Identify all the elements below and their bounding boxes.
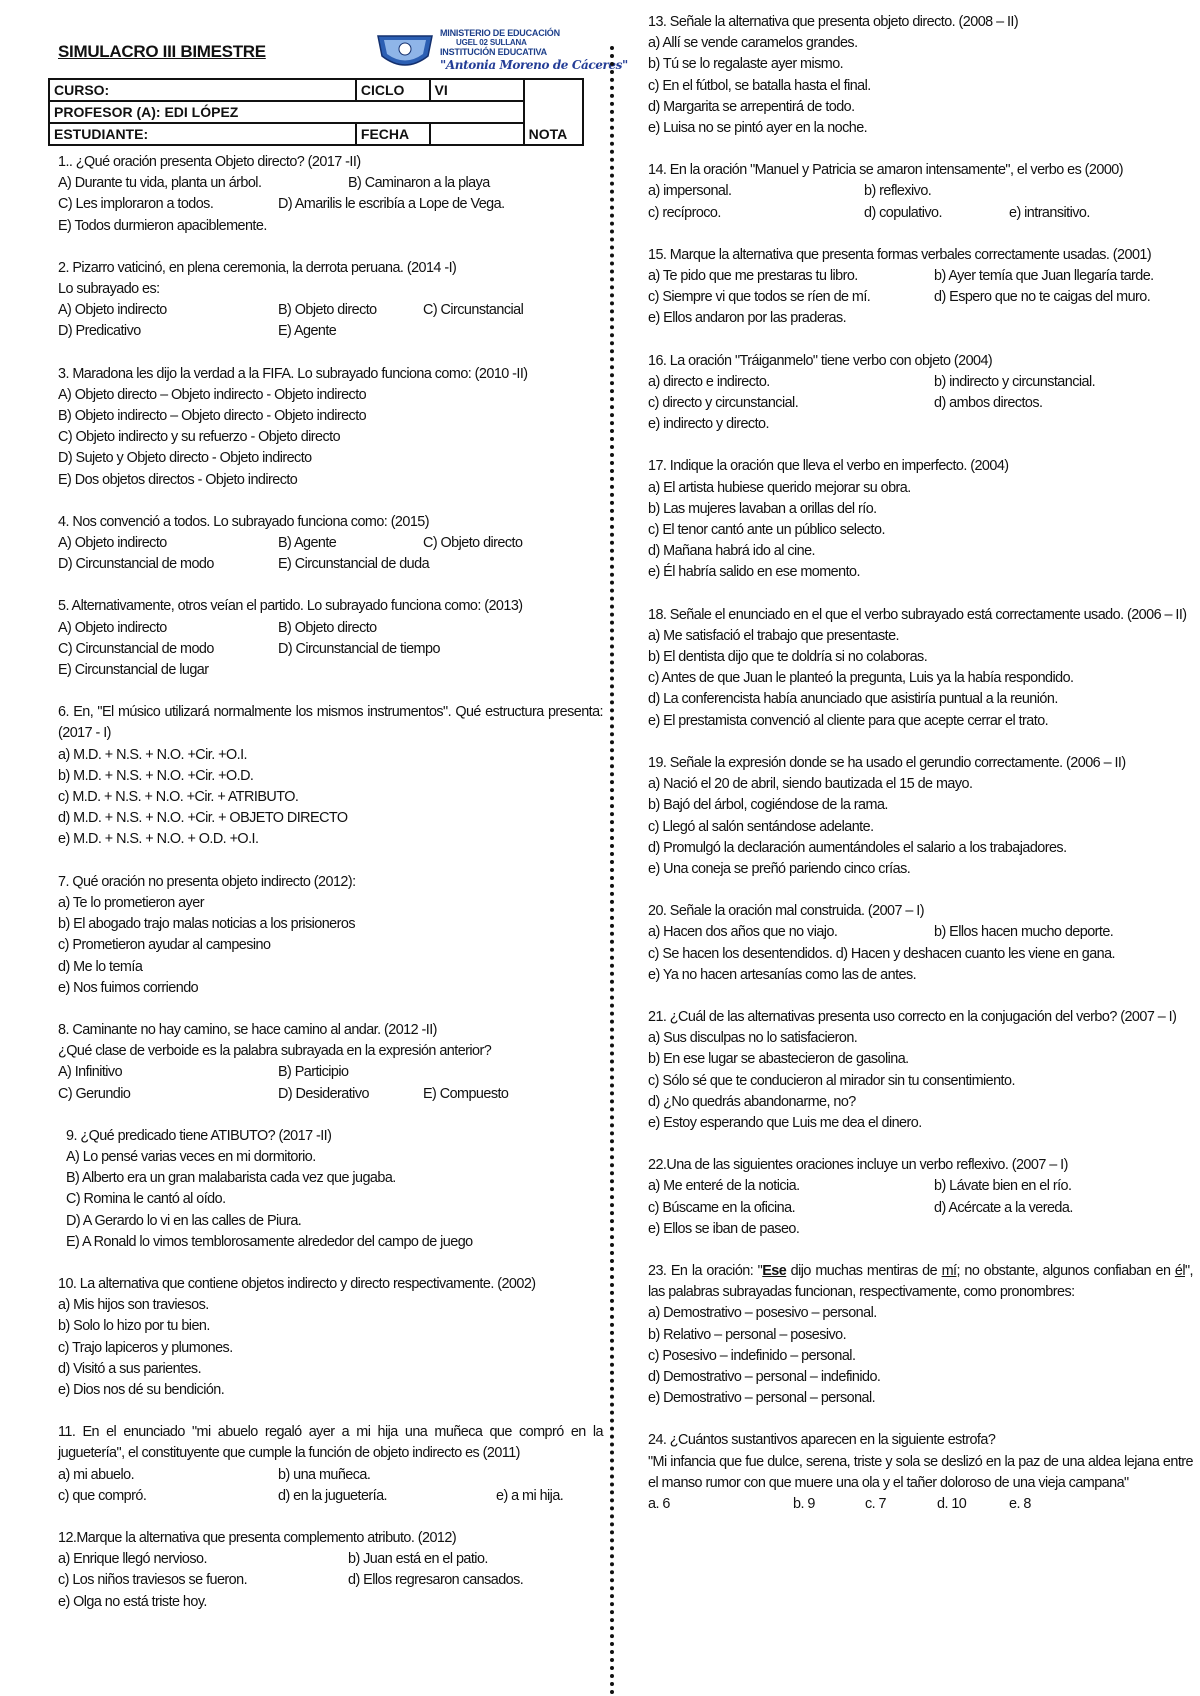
option-d[interactable]: d. 10 xyxy=(937,1495,967,1512)
option-c[interactable]: C) Les imploraron a todos. xyxy=(58,196,214,213)
option-e[interactable]: E) Circunstancial de duda xyxy=(278,556,430,573)
option-b[interactable]: b) M.D. + N.S. + N.O. +Cir. +O.D. xyxy=(58,767,254,784)
question-stem: 8. Caminante no hay camino, se hace camino al andar. (2012 -II) xyxy=(58,1021,437,1038)
stem-part: ", las palabras subrayadas funcionan, respectivamente, como pronombres: xyxy=(648,1262,1194,1301)
option-e[interactable]: e) Olga no está triste hoy. xyxy=(58,1593,207,1610)
question-24 xyxy=(648,1430,1193,1515)
option-d[interactable]: D) Predicativo xyxy=(58,323,141,340)
question-stem: 22.Una de las siguientes oraciones incluye un verbo reflexivo. (2007 – I) xyxy=(648,1157,1068,1174)
option-a[interactable]: a) Allí se vende caramelos grandes. xyxy=(648,35,858,52)
option-d[interactable]: d) ambos directos. xyxy=(934,395,1043,412)
option-b[interactable]: b) El dentista dijo que te doldría si no colaboras. xyxy=(648,649,928,666)
underlined-word: él xyxy=(1174,1262,1185,1279)
question-12 xyxy=(58,1528,603,1613)
option-b[interactable]: b) Ellos hacen mucho deporte. xyxy=(934,924,1114,941)
option-a[interactable]: A) Objeto indirecto xyxy=(58,535,167,552)
question-2 xyxy=(58,258,603,343)
question-23 xyxy=(648,1261,1193,1409)
question-stem: 24. ¿Cuántos sustantivos aparecen en la siguiente estrofa? xyxy=(648,1432,996,1449)
question-18 xyxy=(648,605,1193,732)
option-a[interactable]: A) Objeto indirecto xyxy=(58,619,167,636)
option-b[interactable]: B) Objeto directo xyxy=(278,619,377,636)
question-10 xyxy=(58,1274,603,1401)
option-d[interactable]: d) Demostrativo – personal – indefinido. xyxy=(648,1368,881,1385)
ciclo-label: CICLO xyxy=(356,79,430,101)
question-stem: 21. ¿Cuál de las alternativas presenta uso correcto en la conjugación del verbo? (2007 – I) xyxy=(648,1008,1177,1025)
option-d[interactable]: d) Espero que no te caigas del muro. xyxy=(934,289,1151,306)
option-b[interactable]: b) En ese lugar se abastecieron de gasolina. xyxy=(648,1051,909,1068)
curso-field[interactable]: CURSO: xyxy=(49,79,356,101)
column-divider xyxy=(610,46,614,1696)
fecha-label: FECHA xyxy=(356,123,430,145)
question-13 xyxy=(648,12,1193,139)
option-e[interactable]: E) Todos durmieron apaciblemente. xyxy=(58,217,267,234)
option-b[interactable]: b) Solo lo hizo por tu bien. xyxy=(58,1318,210,1335)
option-c[interactable]: c) recíproco. xyxy=(648,204,721,221)
question-stem: 20. Señale la oración mal construida. (2007 – I) xyxy=(648,903,924,920)
question-4 xyxy=(58,512,603,576)
option-d[interactable]: d) M.D. + N.S. + N.O. +Cir. + OBJETO DIRECTO xyxy=(58,810,348,827)
question-stem: 2. Pizarro vaticinó, en plena ceremonia, la derrota peruana. (2014 -I) xyxy=(58,259,457,276)
question-stem: 19. Señale la expresión donde se ha usado el gerundio correctamente. (2006 – II) xyxy=(648,754,1126,771)
option-b[interactable]: b) una muñeca. xyxy=(278,1466,371,1483)
question-6 xyxy=(58,702,603,850)
question-19 xyxy=(648,753,1193,880)
question-stem: 18. Señale el enunciado en el que el verbo subrayado está correctamente usado. (2006 – II) xyxy=(648,606,1187,623)
option-b[interactable]: b) Juan está en el patio. xyxy=(348,1551,488,1568)
option-b[interactable]: b) Bajó del árbol, cogiéndose de la rama. xyxy=(648,797,888,814)
option-e[interactable]: e) Ya no hacen artesanías como las de antes. xyxy=(648,966,917,983)
option-e[interactable]: e) Demostrativo – personal – personal. xyxy=(648,1390,876,1407)
option-a[interactable]: a) Enrique llegó nervioso. xyxy=(58,1551,207,1568)
option-e[interactable]: e) El prestamista convenció al cliente para que acepte cerrar el trato. xyxy=(648,712,1049,729)
option-c[interactable]: c) Llegó al salón sentándose adelante. xyxy=(648,818,874,835)
option-b[interactable]: B) Agente xyxy=(278,535,337,552)
logo-school-name: "Antonia Moreno de Cáceres" xyxy=(440,58,628,72)
nota-field[interactable]: NOTA xyxy=(524,79,583,145)
option-c[interactable]: c. 7 xyxy=(865,1495,886,1512)
option-c[interactable]: c) Trajo lapiceros y plumones. xyxy=(58,1339,233,1356)
option-d[interactable]: D) Sujeto y Objeto directo - Objeto indirecto xyxy=(58,450,312,467)
option-a[interactable]: A) Objeto directo – Objeto indirecto - Objeto indirecto xyxy=(58,386,367,403)
option-a[interactable]: a) El artista hubiese querido mejorar su obra. xyxy=(648,479,911,496)
option-c[interactable]: c) Siempre vi que todos se ríen de mí. xyxy=(648,289,871,306)
option-e[interactable]: e) a mi hija. xyxy=(496,1487,564,1504)
option-d[interactable]: d) Acércate a la vereda. xyxy=(934,1199,1073,1216)
question-stem: 7. Qué oración no presenta objeto indirecto (2012): xyxy=(58,873,356,890)
question-5 xyxy=(58,596,603,681)
option-c[interactable]: c) Prometieron ayudar al campesino xyxy=(58,937,271,954)
question-stem: 9. ¿Qué predicado tiene ATIBUTO? (2017 -II) xyxy=(66,1127,332,1144)
option-a[interactable]: A) Durante tu vida, planta un árbol. xyxy=(58,175,262,192)
option-a[interactable]: a) impersonal. xyxy=(648,183,732,200)
option-e[interactable]: E) Circunstancial de lugar xyxy=(58,662,209,679)
option-e[interactable]: e. 8 xyxy=(1009,1495,1031,1512)
option-d[interactable]: d) Mañana habrá ido al cine. xyxy=(648,543,815,560)
question-stem: 4. Nos convenció a todos. Lo subrayado funciona como: (2015) xyxy=(58,513,429,530)
option-a[interactable]: a) Nació el 20 de abril, siendo bautizada el 15 de mayo. xyxy=(648,776,973,793)
option-d[interactable]: d) Promulgó la declaración aumentándoles el salario a los trabajadores. xyxy=(648,839,1067,856)
stem-part: dijo muchas mentiras de xyxy=(786,1262,942,1279)
option-a[interactable]: a. 6 xyxy=(648,1495,670,1512)
option-d[interactable]: D) Amarilis le escribía a Lope de Vega. xyxy=(278,196,505,213)
option-c[interactable]: C) Objeto directo xyxy=(423,535,523,552)
question-7 xyxy=(58,872,603,999)
question-22 xyxy=(648,1155,1193,1240)
stem-part: 23. En la oración: " xyxy=(648,1262,763,1279)
option-c[interactable]: c) En el fútbol, se batalla hasta el final. xyxy=(648,77,871,94)
question-stem: 5. Alternativamente, otros veían el partido. Lo subrayado funciona como: (2013) xyxy=(58,598,523,615)
question-stem: 11. En el enunciado "mi abuelo regaló ayer a mi hija una muñeca que compró en la juguetería", el constituyente que cumple la función de objeto indirecto es (2011) xyxy=(58,1424,603,1462)
option-c[interactable]: C) Circunstancial de modo xyxy=(58,640,214,657)
question-stem: 1.. ¿Qué oración presenta Objeto directo? (2017 -II) xyxy=(58,154,361,170)
logo-line: UGEL 02 SULLANA xyxy=(456,38,527,47)
option-e[interactable]: e) Nos fuimos corriendo xyxy=(58,979,199,996)
option-b[interactable]: b. 9 xyxy=(793,1495,815,1512)
question-stem: 16. La oración "Tráiganmelo" tiene verbo con objeto (2004) xyxy=(648,352,993,369)
question-stem: 13. Señale la alternativa que presenta objeto directo. (2008 – II) xyxy=(648,14,1019,30)
option-a[interactable]: a) Hacen dos años que no viajo. xyxy=(648,924,838,941)
option-c[interactable]: c) Posesivo – indefinido – personal. xyxy=(648,1347,856,1364)
option-a[interactable]: a) Demostrativo – posesivo – personal. xyxy=(648,1305,877,1322)
question-stem: 10. La alternativa que contiene objetos indirecto y directo respectivamente. (2002) xyxy=(58,1275,536,1292)
option-b[interactable]: b) Ayer temía que Juan llegaría tarde. xyxy=(934,268,1154,285)
option-d[interactable]: d) Me lo temía xyxy=(58,958,143,975)
option-d[interactable]: D) A Gerardo lo vi en las calles de Piura. xyxy=(66,1212,302,1229)
option-e[interactable]: e) intransitivo. xyxy=(1009,204,1090,221)
page-title: SIMULACRO III BIMESTRE xyxy=(58,42,266,61)
question-stem: 12.Marque la alternativa que presenta complemento atributo. (2012) xyxy=(58,1529,457,1546)
option-a[interactable]: a) mi abuelo. xyxy=(58,1466,135,1483)
option-e[interactable]: E) A Ronald lo vimos temblorosamente alrededor del campo de juego xyxy=(66,1233,473,1250)
question-stem xyxy=(648,1261,1193,1303)
question-20 xyxy=(648,901,1193,986)
question-stem: 17. Indique la oración que lleva el verbo en imperfecto. (2004) xyxy=(648,458,1009,475)
question-substem: ¿Qué clase de verboide es la palabra subrayada en la expresión anterior? xyxy=(58,1043,492,1060)
question-17 xyxy=(648,456,1193,583)
option-c[interactable]: C) Gerundio xyxy=(58,1085,131,1102)
option-b[interactable]: b) Tú se lo regalaste ayer mismo. xyxy=(648,56,844,73)
underlined-word: Ese xyxy=(762,1262,787,1279)
option-c[interactable]: c) Sólo sé que te conducieron al mirador sin tu consentimiento. xyxy=(648,1072,1015,1089)
option-e[interactable]: e) Ellos andaron por las praderas. xyxy=(648,310,847,327)
student-info-table xyxy=(48,78,584,146)
option-a[interactable]: a) Te lo prometieron ayer xyxy=(58,894,204,911)
option-a[interactable]: a) M.D. + N.S. + N.O. +Cir. +O.I. xyxy=(58,746,247,763)
option-c-d[interactable]: c) Se hacen los desentendidos. d) Hacen y deshacen cuanto les viene en gana. xyxy=(648,945,1116,962)
question-stem: 3. Maradona les dijo la verdad a la FIFA. Lo subrayado funciona como: (2010 -II) xyxy=(58,365,528,382)
option-d[interactable]: d) ¿No quedrás abandonarme, no? xyxy=(648,1093,856,1110)
option-e[interactable]: e) Luisa no se pintó ayer en la noche. xyxy=(648,120,868,137)
option-a[interactable]: a) Me satisfació el trabajo que presentaste. xyxy=(648,627,899,644)
option-c[interactable]: c) Los niños traviesos se fueron. xyxy=(58,1572,248,1589)
school-crest-icon xyxy=(376,30,434,72)
option-d[interactable]: d) La conferencista había anunciado que asistiría puntual a la reunión. xyxy=(648,691,1058,708)
option-c[interactable]: c) El tenor cantó ante un público selecto. xyxy=(648,522,885,539)
option-a[interactable]: a) Te pido que me prestaras tu libro. xyxy=(648,268,858,285)
option-c[interactable]: c) Antes de que Juan le planteó la pregunta, Luis ya la había respondido. xyxy=(648,670,1074,687)
option-b[interactable]: B) Participio xyxy=(278,1064,349,1081)
option-a[interactable]: a) Me enteré de la noticia. xyxy=(648,1178,800,1195)
logo-line: MINISTERIO DE EDUCACIÓN xyxy=(440,28,560,38)
option-a[interactable]: A) Infinitivo xyxy=(58,1064,123,1081)
option-b[interactable]: B) Objeto indirecto – Objeto directo - Objeto indirecto xyxy=(58,408,367,425)
option-b[interactable]: B) Caminaron a la playa xyxy=(348,175,490,192)
option-c[interactable]: c) M.D. + N.S. + N.O. +Cir. + ATRIBUTO. xyxy=(58,789,299,806)
school-logo xyxy=(376,26,628,78)
option-c[interactable]: c) que compró. xyxy=(58,1487,147,1504)
option-e[interactable]: e) Él habría salido en ese momento. xyxy=(648,564,860,581)
option-b[interactable]: b) Relativo – personal – posesivo. xyxy=(648,1326,847,1343)
option-c[interactable]: C) Objeto indirecto y su refuerzo - Objeto directo xyxy=(58,429,341,446)
option-d[interactable]: d) Visitó a sus parientes. xyxy=(58,1360,202,1377)
option-c[interactable]: C) Circunstancial xyxy=(423,302,524,319)
fecha-field[interactable] xyxy=(430,123,524,145)
option-c[interactable]: c) directo y circunstancial. xyxy=(648,395,799,412)
question-15 xyxy=(648,245,1193,330)
option-d[interactable]: D) Desiderativo xyxy=(278,1085,369,1102)
left-column xyxy=(58,152,603,1634)
option-a[interactable]: a) Sus disculpas no lo satisfacieron. xyxy=(648,1030,858,1047)
option-e[interactable]: E) Dos objetos directos - Objeto indirecto xyxy=(58,471,298,488)
estudiante-field[interactable]: ESTUDIANTE: xyxy=(49,123,356,145)
question-16 xyxy=(648,351,1193,436)
option-d[interactable]: d) copulativo. xyxy=(864,204,942,221)
question-stem: 15. Marque la alternativa que presenta formas verbales correctamente usadas. (2001) xyxy=(648,246,1152,263)
option-a[interactable]: a) directo e indirecto. xyxy=(648,373,770,390)
underlined-word: mí xyxy=(941,1262,957,1279)
option-d[interactable]: d) Ellos regresaron cansados. xyxy=(348,1572,524,1589)
question-8 xyxy=(58,1020,603,1105)
option-e[interactable]: e) Dios nos dé su bendición. xyxy=(58,1381,225,1398)
option-e[interactable]: e) M.D. + N.S. + N.O. + O.D. +O.I. xyxy=(58,831,259,848)
option-d[interactable]: D) Circunstancial de tiempo xyxy=(278,640,440,657)
option-e[interactable]: e) indirecto y directo. xyxy=(648,416,769,433)
question-9 xyxy=(58,1126,603,1253)
option-b[interactable]: b) indirecto y circunstancial. xyxy=(934,373,1096,390)
option-e[interactable]: e) Estoy esperando que Luis me dea el dinero. xyxy=(648,1114,922,1131)
question-21 xyxy=(648,1007,1193,1134)
right-column xyxy=(648,12,1193,1536)
question-14 xyxy=(648,160,1193,224)
question-3 xyxy=(58,364,603,491)
verse-quote: "Mi infancia que fue dulce, serena, triste y sola se deslizó en la paz de una aldea lejana entre el manso rumor con que muere una ola y el tañer doloroso de una vieja campana" xyxy=(648,1453,1193,1491)
option-d[interactable]: D) Circunstancial de modo xyxy=(58,556,214,573)
option-e[interactable]: e) Una coneja se preñó pariendo cinco crías. xyxy=(648,860,911,877)
option-b[interactable]: B) Objeto directo xyxy=(278,302,377,319)
option-a[interactable]: A) Lo pensé varias veces en mi dormitorio. xyxy=(66,1148,316,1165)
question-1 xyxy=(58,152,603,237)
option-c[interactable]: C) Romina le cantó al oído. xyxy=(66,1191,226,1208)
option-b[interactable]: b) Lávate bien en el río. xyxy=(934,1178,1072,1195)
question-stem: 6. En, "El músico utilizará normalmente los mismos instrumentos". Qué estructura presenta: (2017 - I) xyxy=(58,704,603,742)
profesor-field: PROFESOR (A): EDI LÓPEZ xyxy=(49,101,524,123)
option-b[interactable]: b) El abogado trajo malas noticias a los prisioneros xyxy=(58,916,355,933)
option-c[interactable]: c) Búscame en la oficina. xyxy=(648,1199,796,1216)
option-b[interactable]: b) Las mujeres lavaban a orillas del río. xyxy=(648,500,877,517)
option-a[interactable]: a) Mis hijos son traviesos. xyxy=(58,1297,209,1314)
option-e[interactable]: E) Agente xyxy=(278,323,337,340)
option-b[interactable]: b) reflexivo. xyxy=(864,183,932,200)
ciclo-value: VI xyxy=(430,79,524,101)
option-e[interactable]: E) Compuesto xyxy=(423,1085,509,1102)
option-e[interactable]: e) Ellos se iban de paseo. xyxy=(648,1220,800,1237)
option-b[interactable]: B) Alberto era un gran malabarista cada vez que jugaba. xyxy=(66,1170,396,1187)
option-d[interactable]: d) Margarita se arrepentirá de todo. xyxy=(648,98,855,115)
logo-line: INSTITUCIÓN EDUCATIVA xyxy=(440,47,547,57)
question-substem: Lo subrayado es: xyxy=(58,281,160,298)
option-a[interactable]: A) Objeto indirecto xyxy=(58,302,167,319)
question-stem: 14. En la oración "Manuel y Patricia se amaron intensamente", el verbo es (2000) xyxy=(648,162,1123,179)
option-d[interactable]: d) en la juguetería. xyxy=(278,1487,388,1504)
question-11 xyxy=(58,1422,603,1507)
stem-part: ; no obstante, algunos confiaban en xyxy=(956,1262,1175,1279)
